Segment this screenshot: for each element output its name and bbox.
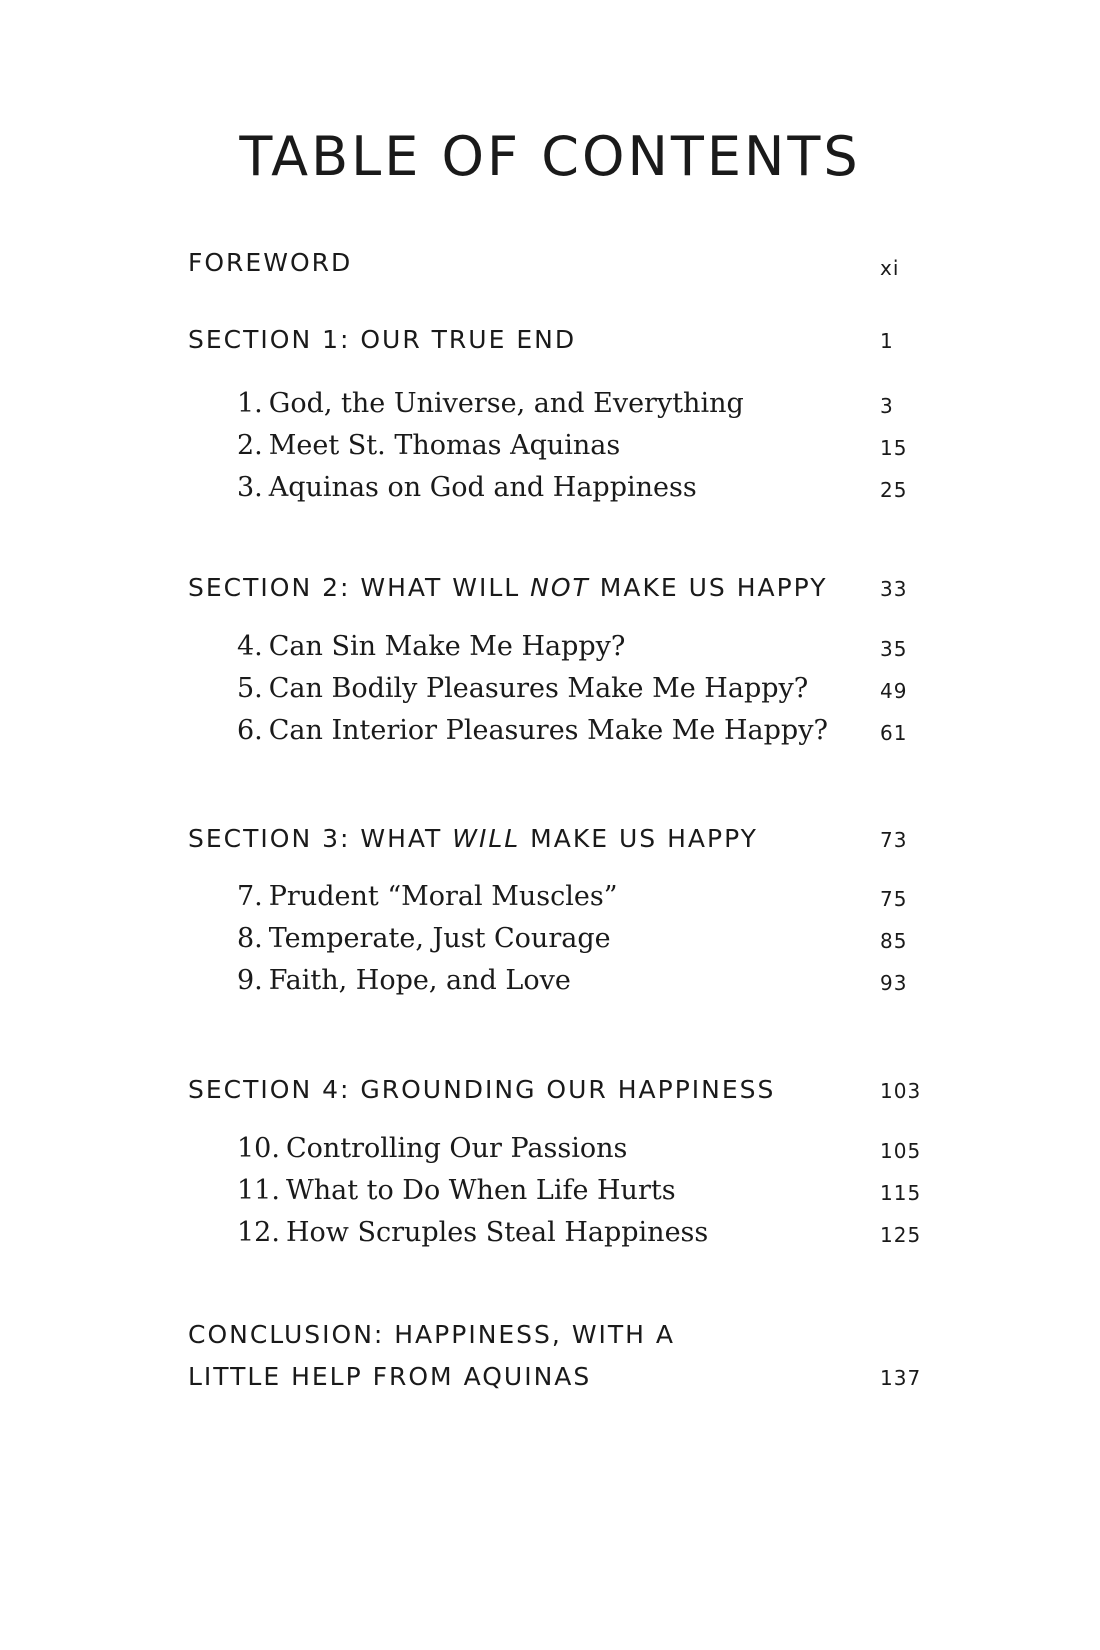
chapter-number: 2. [237, 430, 263, 461]
chapter-label [237, 673, 808, 704]
entry-page: 137 [880, 1366, 922, 1390]
chapter-page: 85 [880, 929, 908, 953]
chapter-label [237, 715, 828, 746]
chapter-label [237, 923, 611, 954]
toc-entry-foreword[interactable] [0, 248, 1100, 292]
toc-chapter-12[interactable] [0, 1217, 1100, 1261]
chapter-label [237, 881, 618, 912]
chapter-title: What to Do When Life Hurts [285, 1175, 676, 1206]
entry-page: xi [880, 256, 900, 280]
toc-chapter-4[interactable] [0, 631, 1100, 675]
toc-section-4[interactable] [0, 1075, 1100, 1119]
toc-chapter-7[interactable] [0, 881, 1100, 925]
chapter-number: 10. [237, 1133, 280, 1164]
chapter-label [237, 1133, 627, 1164]
section-label: SECTION 2: WHAT WILL NOT MAKE US HAPPY [188, 573, 828, 602]
section-label: SECTION 3: WHAT WILL MAKE US HAPPY [188, 824, 758, 853]
toc-chapter-5[interactable] [0, 673, 1100, 717]
chapter-number: 12. [237, 1217, 280, 1248]
section-page: 73 [880, 828, 908, 852]
chapter-number: 3. [237, 472, 263, 503]
toc-section-3[interactable] [0, 824, 1100, 868]
chapter-title: Prudent “Moral Muscles” [268, 881, 618, 912]
chapter-title: Can Sin Make Me Happy? [268, 631, 626, 662]
section-page: 1 [880, 329, 894, 353]
chapter-label [237, 1175, 676, 1206]
toc-section-1[interactable] [0, 325, 1100, 369]
toc-chapter-10[interactable] [0, 1133, 1100, 1177]
toc-chapter-6[interactable] [0, 715, 1100, 759]
chapter-number: 5. [237, 673, 263, 704]
chapter-page: 93 [880, 971, 908, 995]
entry-label: FOREWORD [188, 248, 353, 277]
chapter-page: 61 [880, 721, 908, 745]
chapter-title: Controlling Our Passions [285, 1133, 628, 1164]
chapter-label [237, 965, 571, 996]
chapter-label [237, 430, 620, 461]
section-page: 33 [880, 577, 908, 601]
chapter-page: 35 [880, 637, 908, 661]
toc-chapter-3[interactable] [0, 472, 1100, 516]
chapter-number: 1. [237, 388, 263, 419]
toc-entry-conclusion[interactable] [0, 1320, 1100, 1420]
chapter-number: 9. [237, 965, 263, 996]
chapter-title: God, the Universe, and Everything [268, 388, 744, 419]
chapter-label [237, 388, 744, 419]
toc-chapter-2[interactable] [0, 430, 1100, 474]
chapter-page: 25 [880, 478, 908, 502]
chapter-title: Faith, Hope, and Love [268, 965, 571, 996]
section-page: 103 [880, 1079, 922, 1103]
toc-chapter-1[interactable] [0, 388, 1100, 432]
toc-chapter-11[interactable] [0, 1175, 1100, 1219]
chapter-label [237, 472, 697, 503]
chapter-title: Can Bodily Pleasures Make Me Happy? [268, 673, 809, 704]
chapter-number: 7. [237, 881, 263, 912]
toc-section-2[interactable] [0, 573, 1100, 617]
chapter-number: 8. [237, 923, 263, 954]
chapter-page: 49 [880, 679, 908, 703]
chapter-title: How Scruples Steal Happiness [285, 1217, 709, 1248]
chapter-title: Aquinas on God and Happiness [268, 472, 697, 503]
section-label: SECTION 1: OUR TRUE END [188, 325, 577, 354]
chapter-title: Temperate, Just Courage [268, 923, 611, 954]
toc-chapter-9[interactable] [0, 965, 1100, 1009]
chapter-label [237, 631, 625, 662]
chapter-page: 125 [880, 1223, 922, 1247]
page-title: TABLE OF CONTENTS [239, 125, 861, 188]
chapter-number: 6. [237, 715, 263, 746]
chapter-title: Meet St. Thomas Aquinas [268, 430, 621, 461]
chapter-number: 4. [237, 631, 263, 662]
chapter-page: 15 [880, 436, 908, 460]
chapter-page: 75 [880, 887, 908, 911]
chapter-number: 11. [237, 1175, 280, 1206]
toc-chapter-8[interactable] [0, 923, 1100, 967]
chapter-page: 3 [880, 394, 894, 418]
conclusion-line-1: CONCLUSION: HAPPINESS, WITH A [188, 1320, 676, 1349]
chapter-page: 105 [880, 1139, 922, 1163]
chapter-title: Can Interior Pleasures Make Me Happy? [268, 715, 828, 746]
chapter-label [237, 1217, 708, 1248]
section-label: SECTION 4: GROUNDING OUR HAPPINESS [188, 1075, 776, 1104]
chapter-page: 115 [880, 1181, 922, 1205]
conclusion-line-2: LITTLE HELP FROM AQUINAS [188, 1362, 592, 1391]
